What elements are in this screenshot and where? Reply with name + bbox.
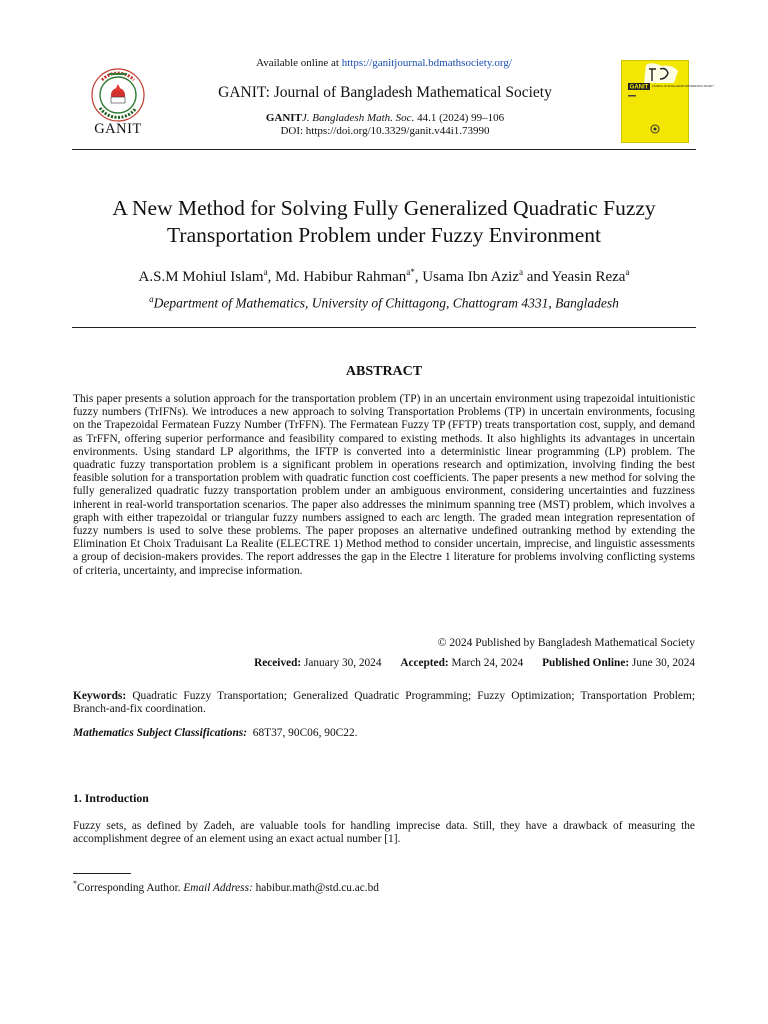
cover-title: GANIT	[629, 84, 649, 91]
journal-url-link[interactable]: https://ganitjournal.bdmathsociety.org/	[341, 57, 512, 69]
introduction-paragraph: Fuzzy sets, as defined by Zadeh, are valuable tools for handling imprecise data. Still, they have a drawback of measuring the accomplishment degree of an element using an exact actual number [1].	[73, 820, 695, 846]
msc-label: Mathematics Subject Classifications:	[73, 727, 248, 739]
citation-volume: 44.1 (2024) 99–106	[417, 112, 505, 124]
author-affil-mark: a*	[406, 267, 415, 277]
author-affil-mark: a	[625, 267, 630, 277]
footnote-email-label: Email Address:	[183, 881, 253, 894]
footnote-email[interactable]: habibur.math@std.cu.ac.bd	[255, 881, 379, 894]
title-line-1: A New Method for Solving Fully Generalized Quadratic Fuzzy	[112, 196, 656, 220]
author-name: Usama Ibn Aziz	[422, 269, 519, 285]
citation-block	[170, 112, 600, 138]
footnote-label: Corresponding Author.	[77, 881, 181, 894]
citation-abbrev: J. Bangladesh Math. Soc.	[301, 112, 415, 124]
paper-title	[72, 195, 696, 249]
copyright-line: © 2024 Published by Bangladesh Mathematical Society	[437, 637, 695, 649]
online-date: June 30, 2024	[631, 657, 695, 669]
citation-journal: GANIT	[265, 112, 302, 124]
author-affil-mark: a	[263, 267, 268, 277]
availability-prefix: Available online at	[256, 57, 339, 69]
author-affil-mark: a	[518, 267, 523, 277]
author-list	[72, 267, 696, 286]
citation-line	[170, 112, 600, 125]
title-divider	[72, 327, 696, 328]
footnote-rule	[73, 873, 131, 874]
doi-line: DOI: https://doi.org/10.3329/ganit.v44i1.73990	[280, 125, 490, 137]
author-name: A.S.M Mohiul Islam	[138, 269, 264, 285]
affiliation	[72, 294, 696, 312]
author-name: Yeasin Reza	[551, 269, 626, 285]
affiliation-text: Department of Mathematics, University of Chittagong, Chattogram 4331, Bangladesh	[153, 295, 619, 311]
section-heading-introduction: 1. Introduction	[73, 791, 149, 805]
keywords-text: Quadratic Fuzzy Transportation; Generalized Quadratic Programming; Fuzzy Optimization; Transportation Problem; Branch-and-fix coordination.	[73, 690, 696, 715]
footnote-mark: *	[73, 879, 77, 888]
affiliation-mark: a	[149, 294, 154, 304]
journal-cover-image	[621, 60, 715, 143]
cover-subtitle: JOURNAL OF BANGLADESH MATHEMATICAL SOCIETY	[652, 85, 715, 88]
author-separator: and	[522, 269, 552, 285]
abstract-heading: ABSTRACT	[345, 364, 423, 379]
online-label: Published Online:	[542, 657, 630, 669]
publication-dates	[254, 657, 695, 669]
msc-codes: 68T37, 90C06, 90C22.	[252, 727, 358, 739]
author-separator: ,	[414, 269, 423, 285]
author-separator: ,	[267, 269, 276, 285]
logo-word: GANIT	[94, 121, 142, 137]
accepted-label: Accepted:	[400, 657, 449, 669]
header-divider	[72, 149, 696, 150]
author-name: Md. Habibur Rahman	[275, 269, 407, 285]
received-date: January 30, 2024	[303, 657, 382, 669]
received-label: Received:	[254, 657, 302, 669]
abstract-text: This paper presents a solution approach for the transportation problem (TP) in an uncertain environment using trapezoidal intuitionistic fuzzy numbers (TrIFNs). We introduces a new approach to solving Transportation Problems (TP) in uncertain environments, focusing on the Trapezoidal Fermatean Fuzzy Number (TrFFN). The Fermatean Fuzzy TP (FFTP) treats transportation cost, supply, and demand as TrFFN, offering superior performance and feasibility compared to existing methods. It also highlights its advantages in uncertain environments. Using standard LP algorithms, the IFTP is converted into a deterministic linear programming (LP) problem. The quadratic fuzzy transportation problem is a significant problem in operations research and optimization, involving finding the best feasible solution for a transportation problem with quadratic function cost coefficients. The paper presents a new method for solving the fully generalized quadratic fuzzy transportation problem under an ambiguous environment, considering uncertainties and fuzziness inherent in real-world transportation scenarios. The paper also addresses the minimum spanning tree (MST) problem, which involves a graph with either trapezoidal or triangular fuzzy numbers assigned to each arc length. The graded mean integration representation of fuzzy numbers is used to solve these problems. The paper proposes an alternative undefined outranking method by extending the Elimination Et Choix Traduisant La Realite (ELECTRE 1) Method method to consider uncertain, imprecise, and linguistic assessments a group of decision-makers provides. The report addresses the gap in the Electre 1 literature for problems involving conflicting systems of criteria, uncertainty, and imprecise information.	[73, 393, 695, 577]
msc-block	[73, 727, 358, 739]
keywords-block	[73, 690, 695, 716]
footnote	[73, 879, 379, 894]
journal-title: GANIT: Journal of Bangladesh Mathematical Society	[218, 84, 552, 101]
title-line-2: Transportation Problem under Fuzzy Environment	[167, 223, 601, 247]
cover-art	[622, 61, 715, 142]
accepted-date: March 24, 2024	[451, 657, 524, 669]
keywords-label: Keywords:	[73, 690, 127, 702]
